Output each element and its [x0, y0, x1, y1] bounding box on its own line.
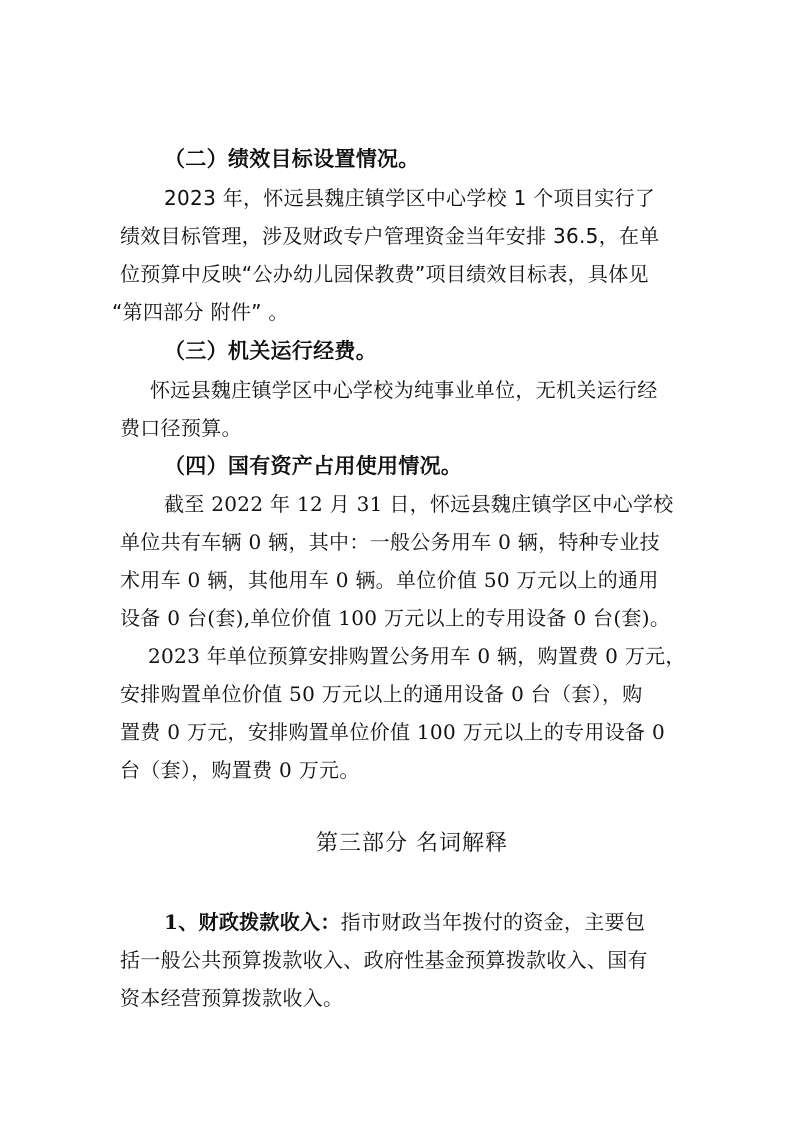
- glossary-term: 1、财政拨款收入：: [164, 910, 341, 934]
- paragraph-line: 置费 0 万元，安排购置单位价值 100 万元以上的专用设备 0: [120, 720, 666, 744]
- paragraph-line: 2023 年，怀远县魏庄镇学区中心学校 1 个项目实行了: [164, 186, 656, 210]
- paragraph-line: 截至 2022 年 12 月 31 日，怀远县魏庄镇学区中心学校: [164, 492, 674, 516]
- paragraph-line: 位预算中反映“公办幼儿园保教费”项目绩效目标表，具体见: [120, 262, 649, 286]
- paragraph-line: 怀远县魏庄镇学区中心学校为纯事业单位，无机关运行经: [150, 378, 658, 402]
- paragraph-line: “第四部分 附件” 。: [112, 300, 289, 324]
- paragraph-line: 台（套），购置费 0 万元。: [120, 758, 360, 782]
- paragraph-line: 费口径预算。: [120, 416, 242, 440]
- section-heading-performance-goals: （二）绩效目标设置情况。: [164, 146, 420, 171]
- paragraph-line: 设备 0 台(套),单位价值 100 万元以上的专用设备 0 台(套)。: [120, 606, 671, 630]
- part-title-glossary: 第三部分 名词解释: [316, 831, 508, 856]
- paragraph-line: 2023 年单位预算安排购置公务用车 0 辆，购置费 0 万元，: [148, 644, 686, 668]
- glossary-item-1: [164, 910, 645, 934]
- paragraph-line: 安排购置单位价值 50 万元以上的通用设备 0 台（套），购: [120, 682, 643, 706]
- section-heading-operating-costs: （三）机关运行经费。: [164, 338, 377, 363]
- paragraph-line: 术用车 0 辆，其他用车 0 辆。单位价值 50 万元以上的通用: [120, 568, 659, 592]
- paragraph-line: 绩效目标管理，涉及财政专户管理资金当年安排 36.5，在单: [120, 224, 660, 248]
- section-heading-state-assets: （四）国有资产占用使用情况。: [164, 453, 463, 478]
- glossary-definition: 指市财政当年拨付的资金，主要包: [340, 910, 646, 934]
- paragraph-line: 单位共有车辆 0 辆，其中：一般公务用车 0 辆，特种专业技: [120, 530, 660, 554]
- paragraph-line: 括一般公共预算拨款收入、政府性基金预算拨款收入、国有: [120, 948, 648, 972]
- paragraph-line: 资本经营预算拨款收入。: [120, 986, 344, 1010]
